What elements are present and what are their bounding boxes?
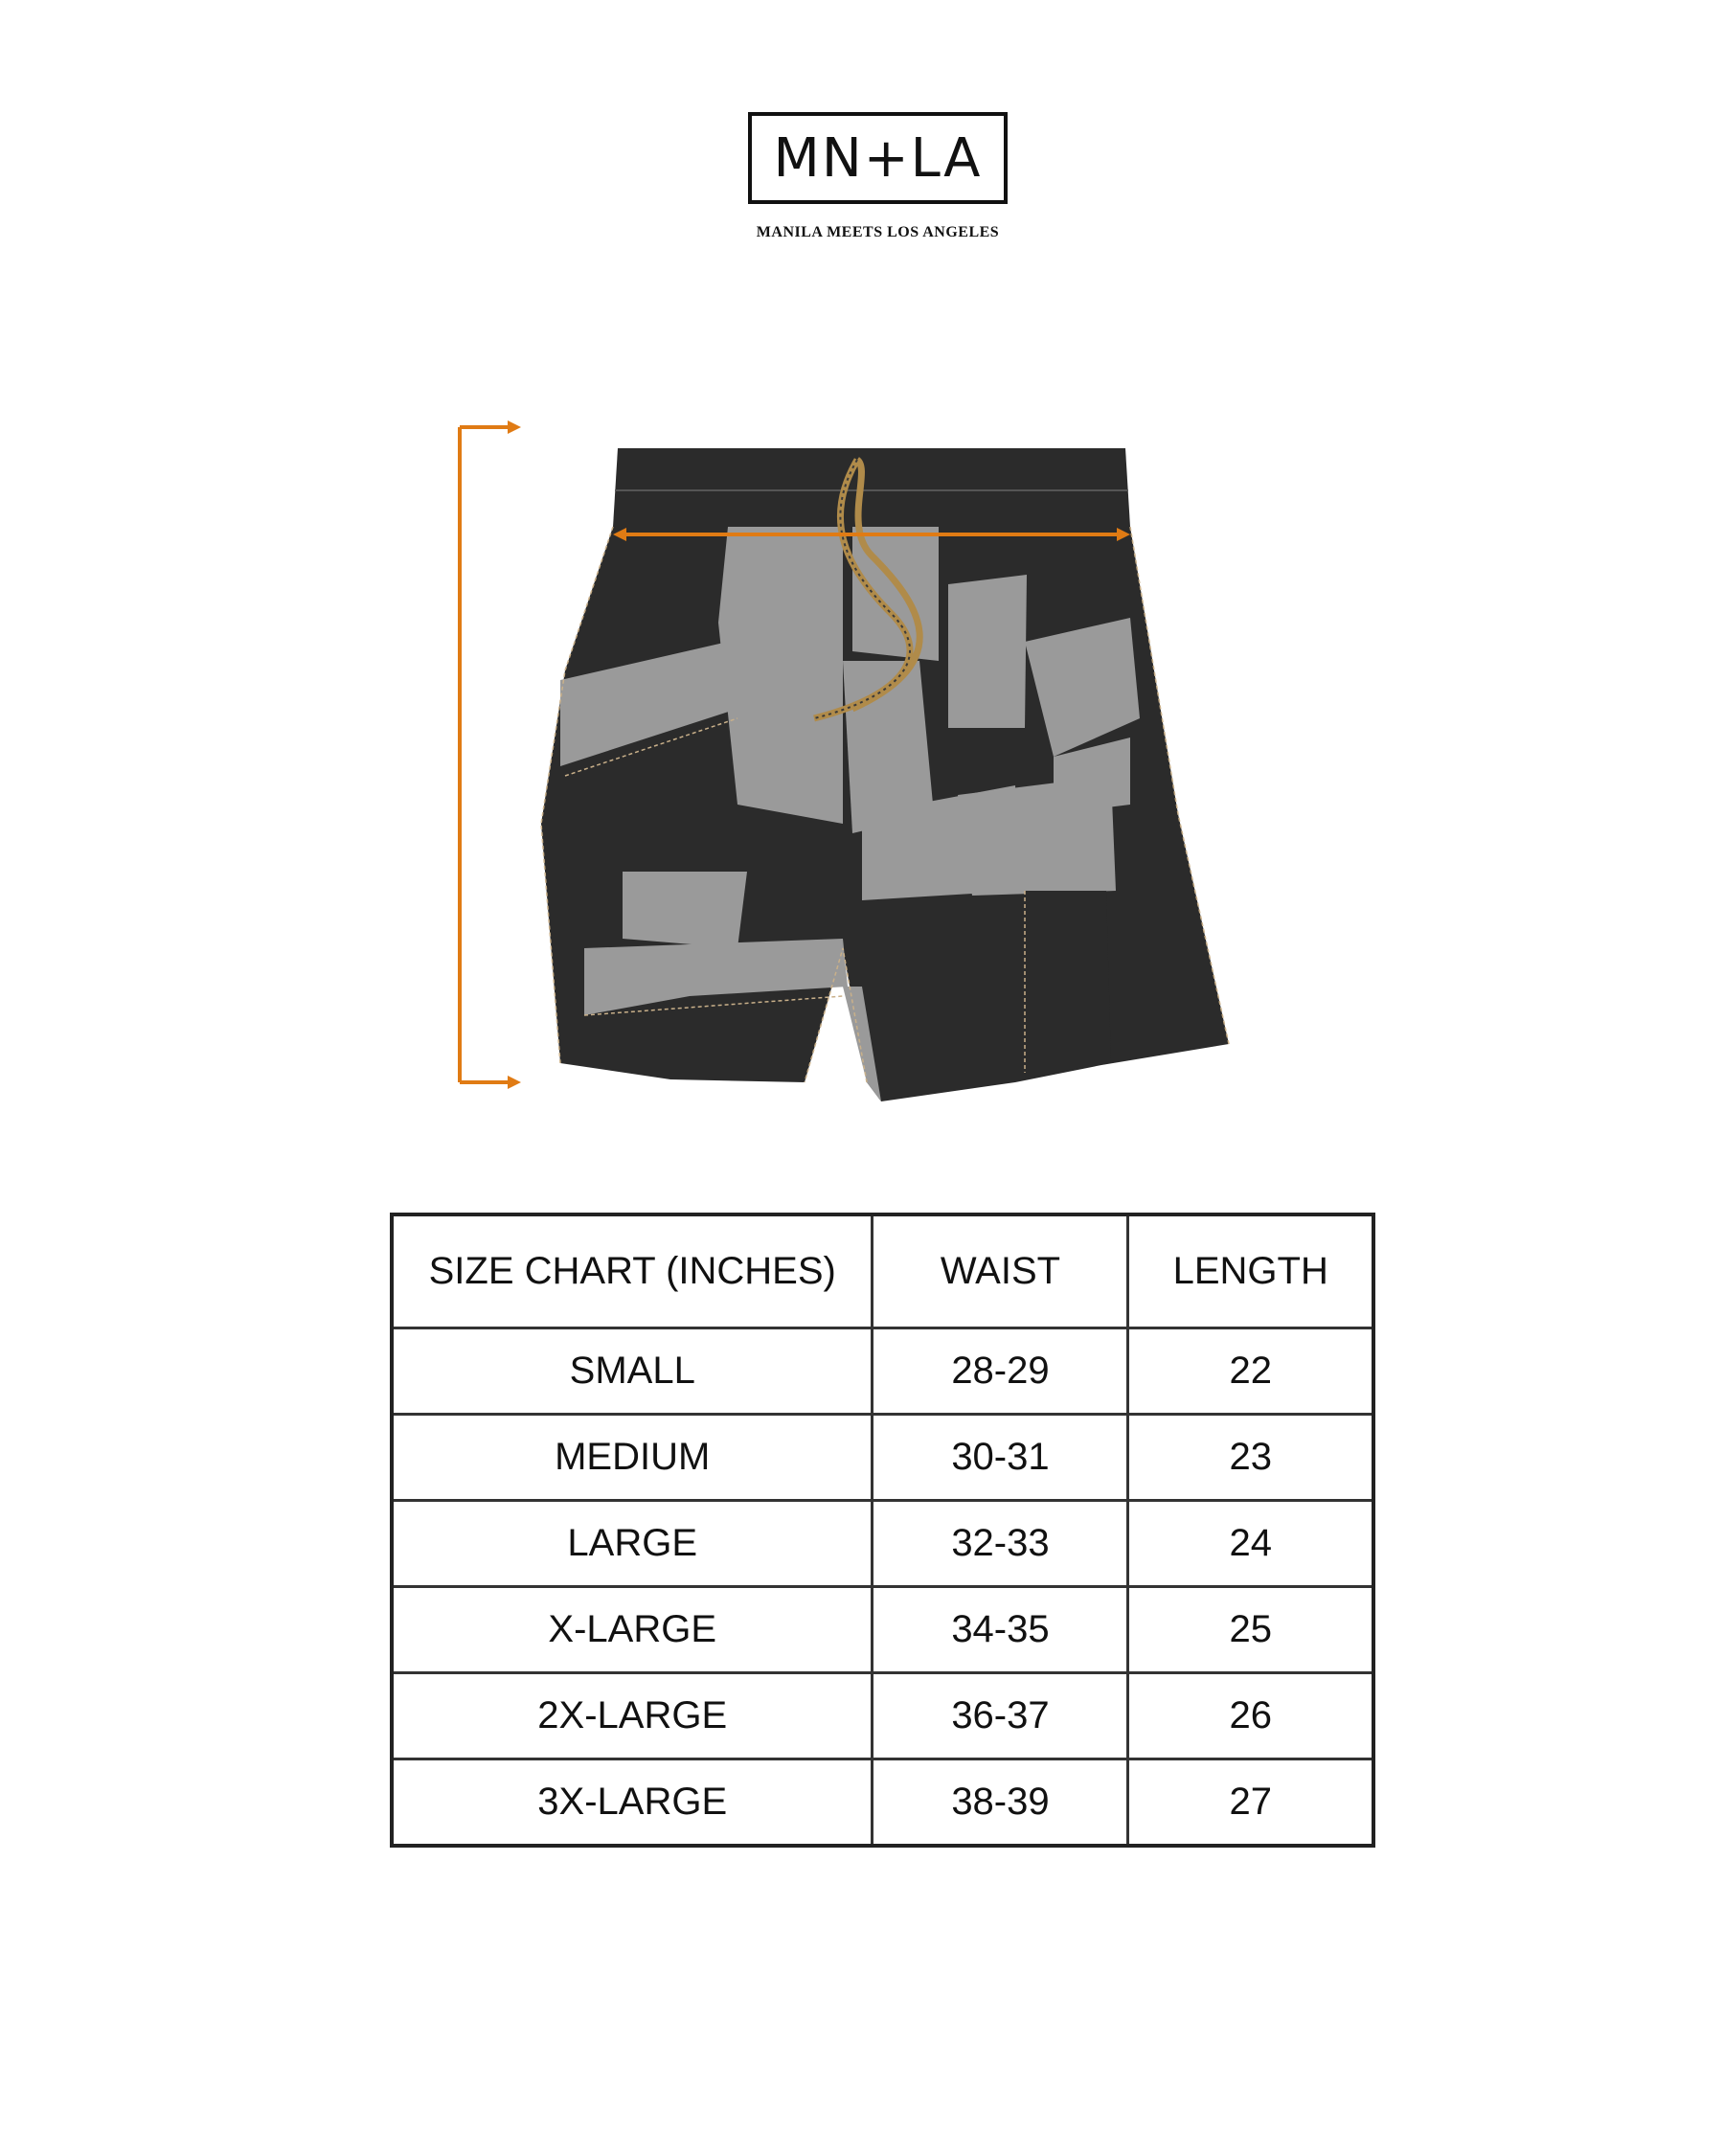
brand-logo <box>748 112 1008 204</box>
size-cell: SMALL <box>392 1328 873 1414</box>
shorts-illustration <box>441 412 1283 1121</box>
waist-cell: 30-31 <box>873 1414 1128 1500</box>
size-cell: 3X-LARGE <box>392 1759 873 1846</box>
waist-cell: 32-33 <box>873 1500 1128 1586</box>
brand-tagline: MANILA MEETS LOS ANGELES <box>756 224 1000 240</box>
header-length: LENGTH <box>1128 1214 1373 1328</box>
logo-text: MN+LA <box>773 126 983 190</box>
length-cell: 23 <box>1128 1414 1373 1500</box>
size-chart-table <box>390 1213 1375 1848</box>
header-waist: WAIST <box>873 1214 1128 1328</box>
length-arrow-head-bottom <box>508 1076 521 1089</box>
table-header-row <box>392 1214 1373 1328</box>
length-cell: 25 <box>1128 1586 1373 1672</box>
size-cell: MEDIUM <box>392 1414 873 1500</box>
length-arrow-head-top <box>508 420 521 434</box>
waist-cell: 28-29 <box>873 1328 1128 1414</box>
waist-cell: 34-35 <box>873 1586 1128 1672</box>
size-cell: 2X-LARGE <box>392 1673 873 1759</box>
length-measure-arrow <box>460 427 508 1082</box>
shorts-body <box>541 448 1229 1101</box>
table-row <box>392 1328 1373 1414</box>
length-cell: 22 <box>1128 1328 1373 1414</box>
waist-cell: 38-39 <box>873 1759 1128 1846</box>
table-row <box>392 1500 1373 1586</box>
table-row <box>392 1673 1373 1759</box>
size-cell: LARGE <box>392 1500 873 1586</box>
length-cell: 24 <box>1128 1500 1373 1586</box>
length-cell: 26 <box>1128 1673 1373 1759</box>
table-row <box>392 1414 1373 1500</box>
size-cell: X-LARGE <box>392 1586 873 1672</box>
table-row <box>392 1759 1373 1846</box>
length-cell: 27 <box>1128 1759 1373 1846</box>
table-row <box>392 1586 1373 1672</box>
header-size-chart: SIZE CHART (INCHES) <box>392 1214 873 1328</box>
waist-cell: 36-37 <box>873 1673 1128 1759</box>
